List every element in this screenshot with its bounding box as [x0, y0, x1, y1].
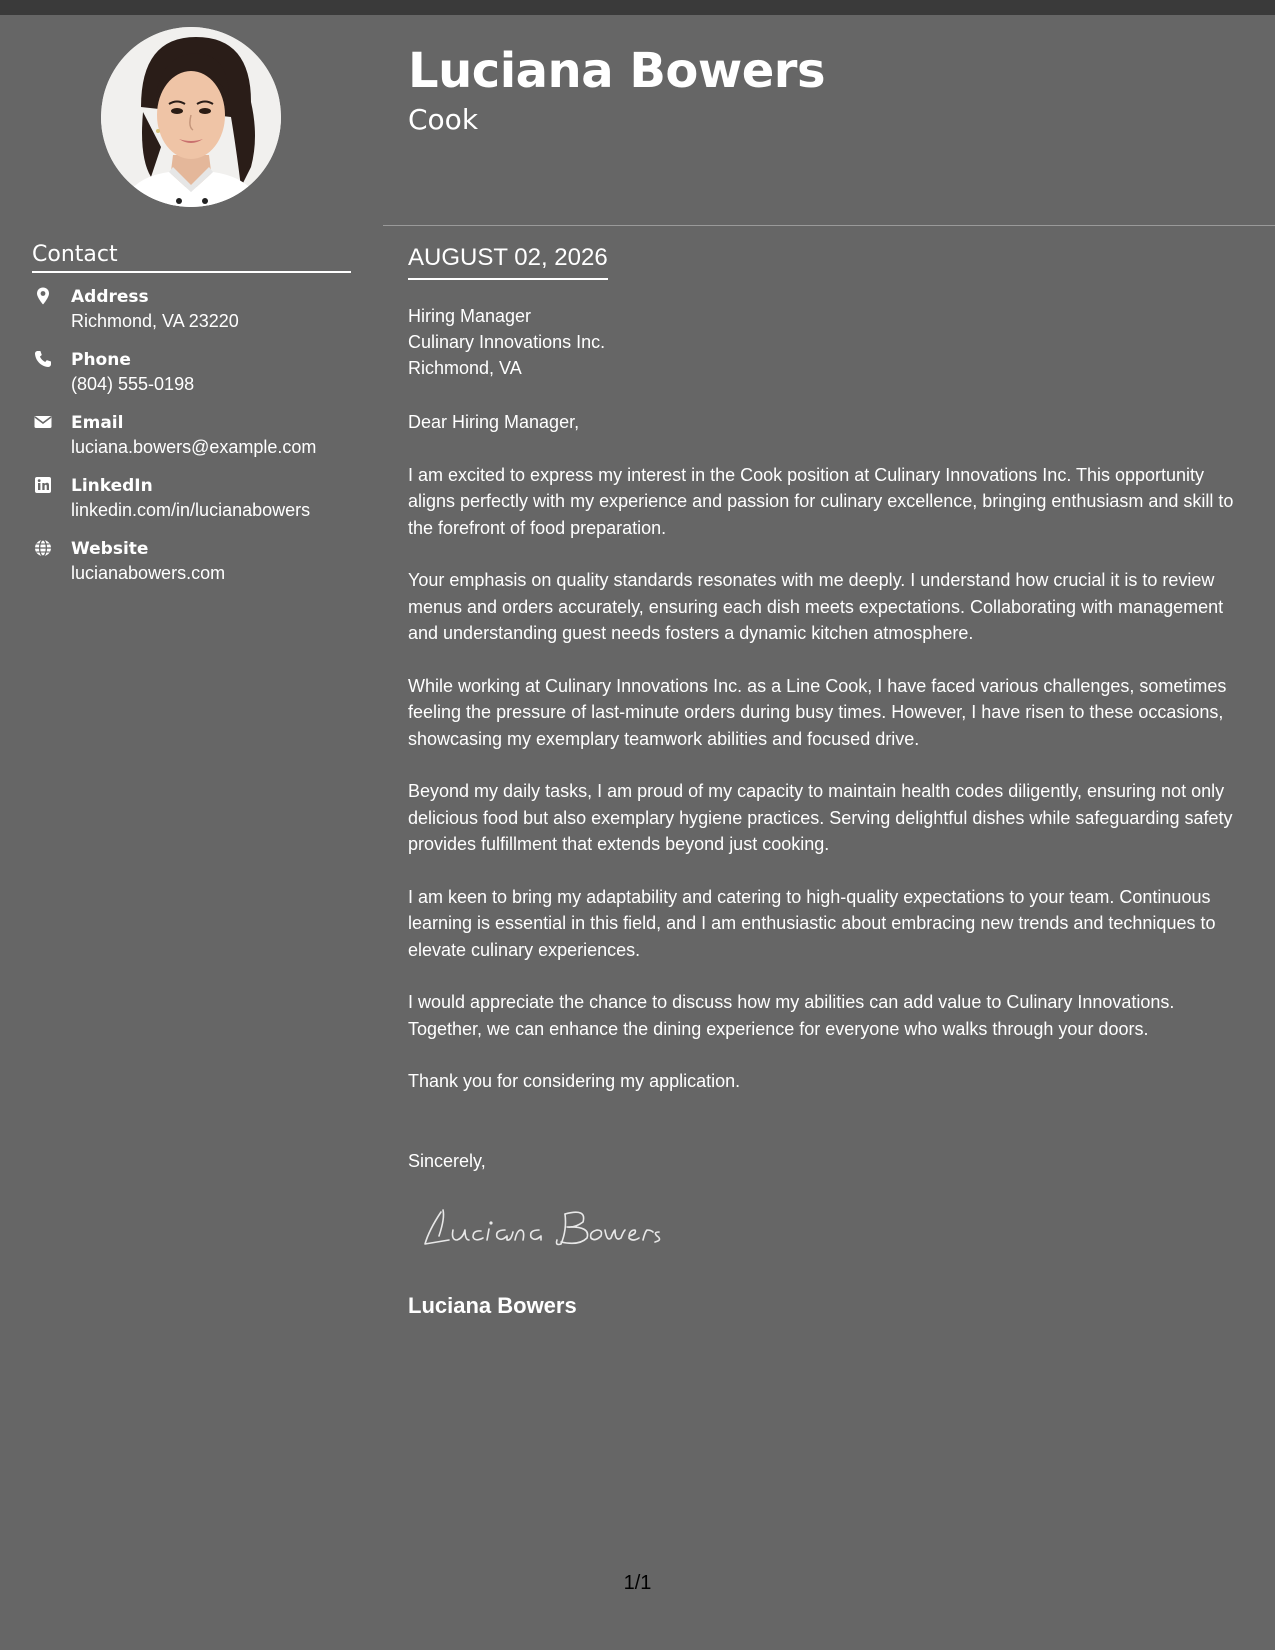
letter-paragraph: I would appreciate the chance to discuss how my abilities can add value to Culinary Innovations. Together, we can enhance the dining experience for everyone who walks through your doors.: [408, 992, 1175, 1039]
letter-paragraph: Your emphasis on quality standards resonates with me deeply. I understand how crucial it is to review menus and orders accurately, ensuring each dish meets expectations. Collaborating with management and understanding guest needs fosters a dynamic kitchen atmosphere.: [408, 570, 1224, 643]
contact-heading: Contact: [32, 240, 351, 273]
top-bar: [0, 0, 1275, 15]
contact-item-website: [32, 536, 351, 599]
website-value[interactable]: lucianabowers.com: [71, 563, 226, 583]
letter-body: [408, 409, 1253, 1121]
contact-label: Phone: [71, 350, 131, 370]
letter-paragraph: While working at Culinary Innovations Inc. as a Line Cook, I have faced various challenges, sometimes feeling the pressure of last-minute orders during busy times. However, I have risen to these occasions, showcasing my exemplary teamwork abilities and focused drive.: [408, 675, 1227, 749]
envelope-icon: [34, 413, 52, 431]
job-title: Cook: [408, 103, 479, 136]
signer-name: Luciana Bowers: [408, 1293, 577, 1318]
letter-paragraph: I am excited to express my interest in the Cook position at Culinary Innovations Inc. This opportunity aligns perfectly with my experience and passion for culinary excellence, bringing enthusiasm and skill to the forefront of food preparation.: [408, 464, 1234, 538]
applicant-name: Luciana Bowers: [408, 43, 826, 99]
contact-label: Email: [71, 413, 124, 433]
contact-label: Address: [71, 287, 149, 307]
address-value: Richmond, VA 23220: [71, 311, 239, 331]
contact-item-linkedin: [32, 473, 351, 536]
letter-paragraph: Beyond my daily tasks, I am proud of my capacity to maintain health codes diligently, ensuring not only delicious food but also exemplary hygiene practices. Serving delightful dishes while safeguarding safety provides fulfillment that extends beyond just cooking.: [408, 781, 1233, 854]
header-divider: [383, 225, 1275, 226]
linkedin-value[interactable]: linkedin.com/in/lucianabowers: [71, 500, 311, 520]
closing: Sincerely,: [408, 1151, 486, 1171]
contact-label: Website: [71, 539, 149, 559]
letter-date: AUGUST 02, 2026: [408, 243, 608, 280]
recipient-line: Richmond, VA: [408, 358, 522, 378]
location-pin-icon: [34, 287, 52, 305]
recipient-block: [408, 303, 605, 381]
contact-item-email: [32, 410, 351, 473]
phone-icon: [34, 350, 52, 368]
linkedin-icon: [34, 476, 52, 494]
letter-paragraph: I am keen to bring my adaptability and catering to high-quality expectations to your team. Continuous learning is essential in this field, and I am enthusiastic about embracing new trends and techniques to elevate culinary experiences.: [408, 886, 1216, 960]
salutation: Dear Hiring Manager,: [408, 412, 580, 432]
letter-paragraph: Thank you for considering my application.: [408, 1071, 741, 1091]
contact-item-address: [32, 284, 351, 347]
profile-photo: [101, 27, 281, 207]
contact-list: [32, 284, 351, 599]
handwritten-signature: [415, 1200, 675, 1260]
email-value[interactable]: luciana.bowers@example.com: [71, 437, 317, 457]
phone-value: (804) 555-0198: [71, 374, 195, 394]
recipient-line: Hiring Manager: [408, 306, 532, 326]
recipient-line: Culinary Innovations Inc.: [408, 332, 606, 352]
globe-icon: [34, 539, 52, 557]
contact-label: LinkedIn: [71, 476, 153, 496]
contact-item-phone: [32, 347, 351, 410]
page-number: 1/1: [623, 1572, 652, 1594]
